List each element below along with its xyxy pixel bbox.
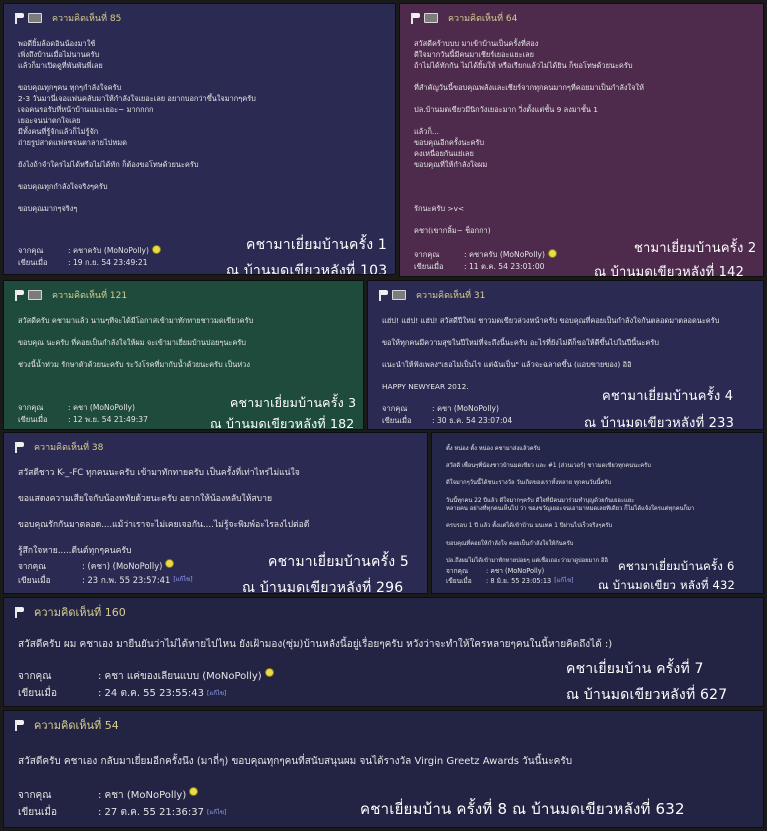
house-caption: ณ บ้านมดเขียวหลังที่ 103 — [226, 263, 388, 275]
posted-label: เขียนเมื่อ — [414, 262, 444, 271]
from-value[interactable]: : คชา แค่ของเลียนแบบ (MoNoPolly) — [98, 671, 262, 682]
from-label: จากคุณ — [18, 246, 44, 255]
smiley-icon — [165, 559, 174, 568]
comment-header — [408, 10, 517, 26]
edit-link[interactable]: [แก้ไข] — [207, 809, 227, 816]
posted-value: : 12 พ.ย. 54 21:49:37 — [68, 415, 148, 424]
comment-body: สวัสดีคร้าบบบ มาเข้าบ้านเป็นครั้งที่สอง ดีใจมากวันนี้มีคนมาเชียร์เยอะแยะเลย ถ้าไม่ได้ทักกัน ไม่ได้ยิ้มให้ หรือเรียกแล้วไม่ได้ยิน ก็ขอโทษด้วยนะครับ ที่สำคัญวันนี้ขอบคุณพลังและเชียร์จากทุกคนมากๆที่คอยมาเป็นกำลังใจให้ ปล.บ้านมดเขียวมีนิกวังเยอะมาก วิ่งตั้งแต่ชั้น 9 ลงมาชั้น 1 แล้วก็... ขอบคุณอีกครั้งนะครับ คงเหนื่อยกันแย่เลย ขอบคุณที่ให้กำลังใจผม รักนะครับ >v< คชา(เขากลิ้ม~ ช็อกกา) — [414, 39, 644, 235]
posted-label: เขียนเมื่อ — [446, 577, 472, 585]
flag-icon — [12, 719, 24, 731]
from-value[interactable]: : คชา (MoNoPolly) — [98, 790, 187, 801]
comment-panel-2 — [399, 3, 764, 277]
comment-body: สวัสดีครับ คชาเอง กลับมาเยี่ยมอีกครั้งนึง (มาถี่ๆ) ขอบคุณทุกๆคนที่สนับสนุนผม จนได้รางวัล Virgin Greetz Awards วันนี้นะครับ — [18, 756, 573, 767]
comment-meta — [18, 787, 226, 821]
edit-link[interactable]: [แก้ไข] — [207, 690, 227, 697]
from-label: จากคุณ — [18, 403, 44, 412]
flag-icon — [408, 12, 420, 24]
comment-body: สวัสดีชาว K-_-FC ทุกคนนะครับ เข้ามาทักทายครับ เป็นครั้งที่เท่าไหร่ไม่แน่ใจ ขอแสดงความเสียใจกับน้องหทัยด้วยนะครับ อยากให้น้องหลับให้สบาย ขอบคุณรักกันมาตลอด....แม้ว่าเราจะไม่เคยเจอกัน....ไม่รู้จะพิมพ์อะไรลงไปต่อดี รู้สึกใจหาย.....ดีนต์ทุกๆคนครับ — [18, 468, 310, 556]
posted-label: เขียนเมื่อ — [18, 688, 57, 699]
comment-number: ความคิดเห็นที่ 31 — [416, 291, 486, 301]
comment-body: พอดียิ้มล้อดอินน้องมาใช้ เพิ่งถึงบ้านเมื่อไม่นานครับ แล้วก็มาเปิดดูที่พันพันพี่เลย ขอบคุณทุกๆคน ทุกๆกำลังใจครับ 2-3 วันมานี่เจอแฟนคลับมาให้กำลังใจเยอะเลย อยากบอกว่าขึ้นใจมากๆครับ เจอคนรอรับที่หน้าบ้านแมะเยอะ~ มากกกก เยอะจนน่าตกใจเลย มีทั้งคนที่รู้จักแล้วก็ไม่รู้จัก ถ่ายรูปสาดแฟลชจนตาลายไปหมด ยังไงถ้าจำใครไม่ได้หรือไม่ได้ทัก ก็ต้องขอโทษด้วยนะครับ ขอบคุณทุกกำลังใจจริงๆครับ ขอบคุณมากๆจริงๆ — [18, 39, 256, 213]
smiley-icon — [548, 249, 557, 258]
mini-avatar-icon — [28, 13, 42, 23]
comment-header — [12, 287, 127, 303]
posted-value: : 11 ต.ค. 54 23:01:00 — [464, 262, 545, 271]
posted-value: : 23 ก.พ. 55 23:57:41 — [82, 575, 171, 585]
comment-panel-3 — [3, 280, 364, 430]
comment-panel-5 — [3, 432, 428, 594]
from-label: จากคุณ — [446, 567, 469, 575]
comment-number: ความคิดเห็นที่ 54 — [34, 719, 119, 732]
from-label: จากคุณ — [18, 561, 47, 571]
comment-header — [376, 287, 485, 303]
posted-label: เขียนเมื่อ — [18, 258, 48, 267]
mini-avatar-icon — [392, 290, 406, 300]
visit-caption: คชามาเยี่ยมบ้านครั้ง 5 — [268, 554, 410, 570]
comment-meta — [18, 559, 193, 587]
visit-caption: คชาเยี่ยมบ้าน ครั้งที่ 7 — [566, 661, 704, 677]
house-caption: ณ บ้านมดเขียวหลังที่ 182 — [210, 416, 355, 430]
comment-meta — [18, 402, 148, 426]
posted-value: : 19 ก.ย. 54 23:49:21 — [68, 258, 148, 267]
comment-number: ความคิดเห็นที่ 85 — [52, 14, 122, 24]
mini-avatar-icon — [28, 290, 42, 300]
smiley-icon — [152, 245, 161, 254]
from-label: จากคุณ — [18, 790, 52, 801]
flag-icon — [12, 12, 24, 24]
comment-panel-6 — [431, 432, 764, 594]
comment-number: ความคิดเห็นที่ 38 — [34, 443, 104, 453]
from-value[interactable]: : คชาครับ (MoNoPolly) — [68, 246, 149, 255]
edit-link[interactable]: [แก้ไข] — [554, 577, 574, 584]
comment-number: ความคิดเห็นที่ 121 — [52, 291, 128, 301]
posted-value: : 24 ต.ค. 55 23:55:43 — [98, 688, 204, 699]
comment-meta — [446, 566, 574, 586]
from-label: จากคุณ — [18, 671, 52, 682]
visit-caption: คชามาเยี่ยมบ้านครั้ง 4 — [602, 389, 734, 404]
comment-body: สวัสดีครับ ผม คชาเอง มายืนยันว่าไม่ได้หายไปไหน ยังเฝ้ามอง(ซุ่ม)บ้านหลังนี้อยู่เรื่อยๆครับ หวังว่าจะทำให้ใครหลายๆคนในนี้หายคิดถึงได้ :) — [18, 639, 613, 650]
comment-meta — [382, 403, 512, 427]
comment-body: ตั้ง หน่อง ตั้ง หน่อง คชามาส่งแล้วครับ สวัสดี เพื่อนๆพี่น้องชาวบ้านมดเขียว และ #1 (ส่วนเวอร์) ชาวมดเขียวทุกคนนะครับ ดีใจมากๆวันนี้ได้ชนะรางวัล วันเกิดของเราทั้งหลาย ทุกคนวันนี้ครับ วันนี้ทุกคน 22 ปีแล้ว ดีใจมากๆครับ ดีใจที่มีคนมาร่วมทำบุญด้วยกันเยอะแยะ หลายคน อย่างที่ทุกคนเห็นไป ว่า ของขวัญเยอะจนเอามาหมดเลยทีเดียว ก็ไม่ได้แจ้งใครแต่ทุกคนก็มา ครบรอบ 1 ปี แล้ว ตั้งแต่ได้เข้าบ้าน มนเทค 1 ปีผ่านไปเร็วจริงๆครับ ขอบคุณที่คอยให้กำลังใจ คอยเป็นกำลังใจให้กันครับ ปล.ถึงผมไม่ได้เข้ามาทักทายบ่อยๆ แต่เชื่อเถอะว่ามาดูบ่อยมาก อิอิ — [446, 446, 695, 564]
comment-panel-8 — [3, 710, 764, 828]
comment-body: แฮ่ป! แฮ่ป! แฮ่ป! สวัสดีปีใหม่ ชาวมดเขียวล่วงหน้าครับ ขอบคุณที่คอยเป็นกำลังใจกันตลอดมาตลอดนะครับ ขอให้ทุกคนมีความสุขในปีใหม่ที่จะถึงนี้นะครับ อะไรที่ยังไม่ดีก็ขอให้ดีขึ้นไปในปีนี้นะครับ แนะนำให้ฟังเพลง"เธอไม่เป็นไร แต่ฉันเป็น" แล้วจะฉลาดขึ้น (แอบขายของ) อิอิ HAPPY NEWYEAR 2012. — [382, 316, 720, 391]
posted-value: : 30 ธ.ค. 54 23:07:04 — [432, 416, 513, 425]
house-caption: ณ บ้านมดเขียวหลังที่ 296 — [242, 580, 404, 594]
visit-caption: คชาเยี่ยมบ้าน ครั้งที่ 8 ณ บ้านมดเขียวหลังที่ 632 — [360, 800, 685, 818]
house-caption: ณ บ้านมดเขียวหลังที่ 233 — [584, 416, 735, 430]
flag-icon — [12, 606, 24, 618]
visit-caption: คชามาเยี่ยมบ้านครั้ง 1 — [246, 237, 388, 253]
flag-icon — [12, 441, 24, 453]
comment-number: ความคิดเห็นที่ 160 — [34, 606, 126, 619]
from-value[interactable]: : คชา (MoNoPolly) — [486, 567, 545, 575]
comment-number: ความคิดเห็นที่ 64 — [448, 14, 518, 24]
smiley-icon — [265, 668, 274, 677]
visit-caption: ชามาเยี่ยมบ้านครั้ง 2 — [634, 241, 757, 256]
from-label: จากคุณ — [414, 250, 440, 259]
flag-icon — [376, 289, 388, 301]
house-caption: ณ บ้านมดเขียวหลังที่ 142 — [594, 265, 745, 277]
comment-meta — [18, 245, 161, 269]
comment-header — [12, 439, 103, 455]
from-label: จากคุณ — [382, 404, 408, 413]
posted-label: เขียนเมื่อ — [18, 807, 57, 818]
comment-header — [12, 10, 121, 26]
posted-label: เขียนเมื่อ — [18, 575, 51, 585]
edit-link[interactable]: [แก้ไข] — [173, 576, 193, 583]
house-caption: ณ บ้านมดเขียวหลังที่ 627 — [566, 687, 728, 703]
house-caption: ณ บ้านมดเขียว หลังที่ 432 — [598, 578, 736, 592]
from-value[interactable]: : (คชา) (MoNoPolly) — [82, 561, 163, 571]
comment-meta — [18, 668, 274, 702]
comment-header — [12, 604, 126, 620]
from-value[interactable]: : คชาครับ (MoNoPolly) — [464, 250, 545, 259]
posted-label: เขียนเมื่อ — [18, 415, 48, 424]
visit-caption: คชามาเยี่ยมบ้านครั้ง 3 — [230, 395, 357, 410]
comment-body: สวัสดีครับ คชามาแล้ว นานๆทีจะได้มีโอกาสเข้ามาทักทายชาวมดเขียวครับ ขอบคุณ นะครับ ที่คอยเป็นกำลังใจให้ผม จะเข้ามาเยี่ยมบ้านบ่อยๆนะครับ ช่วงนี้น้ำท่วม รักษาตัวด้วยนะครับ ระวังโรคที่มากับน้ำด้วยนะครับ เป็นห่วง — [18, 316, 254, 369]
posted-value: : 8 มิ.ย. 55 23:05:13 — [486, 577, 552, 585]
comment-panel-1 — [3, 3, 396, 275]
smiley-icon — [189, 787, 198, 796]
from-value[interactable]: : คชา (MoNoPolly) — [432, 404, 500, 413]
from-value[interactable]: : คชา (MoNoPolly) — [68, 403, 136, 412]
comment-meta — [414, 249, 557, 273]
flag-icon — [12, 289, 24, 301]
comment-panel-7 — [3, 597, 764, 707]
posted-value: : 27 ต.ค. 55 21:36:37 — [98, 807, 204, 818]
mini-avatar-icon — [424, 13, 438, 23]
comment-panel-4 — [367, 280, 764, 430]
visit-caption: คชามาเยี่ยมบ้านครั้ง 6 — [618, 559, 735, 573]
comment-header — [12, 717, 119, 733]
posted-label: เขียนเมื่อ — [382, 416, 412, 425]
